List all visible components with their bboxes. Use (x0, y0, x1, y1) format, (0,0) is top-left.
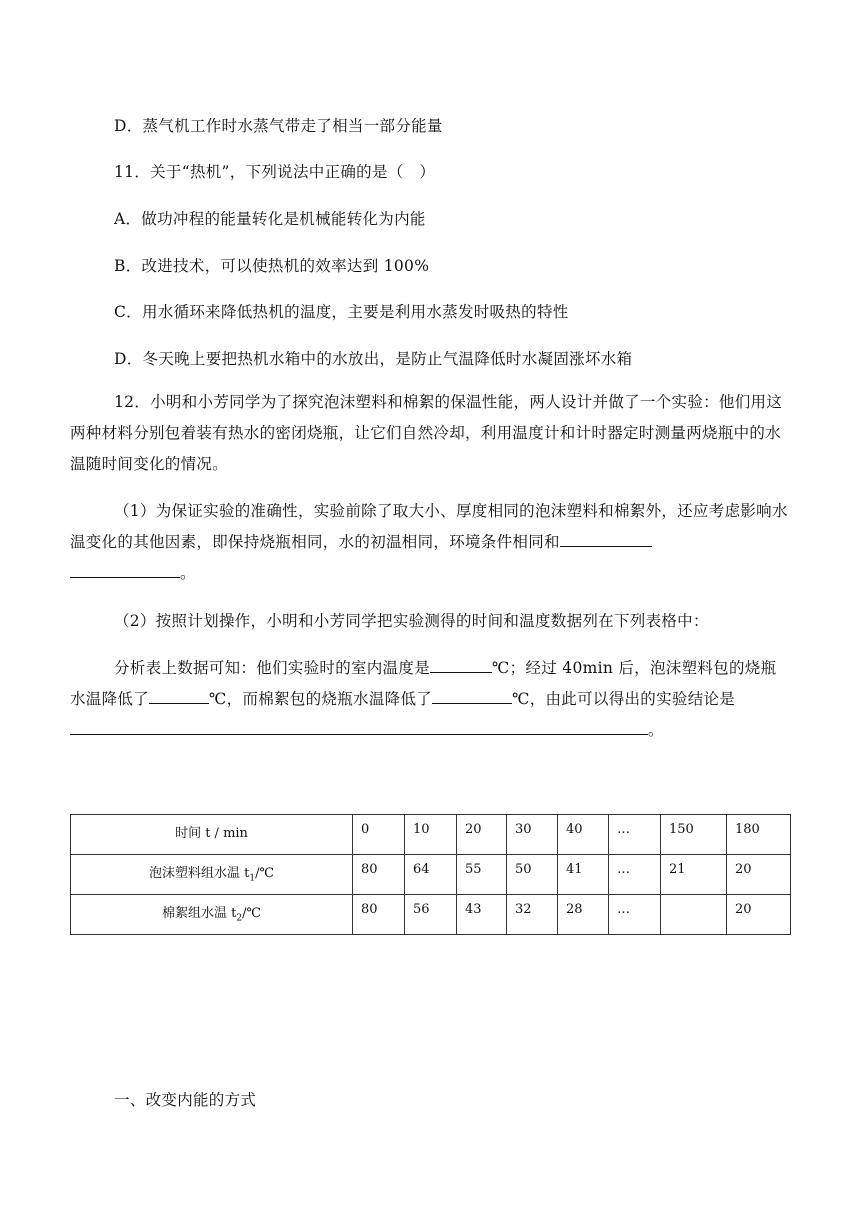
table-cell: 0 (353, 815, 405, 855)
table-cell: 20 (727, 855, 791, 895)
table-row-time (71, 815, 791, 855)
q12-stem-text: 12．小明和小芳同学为了探究泡沫塑料和棉絮的保温性能，两人设计并做了一个实验：他们用这两种材料分别包着装有热水的密闭烧瓶，让它们自然冷却，利用温度计和计时器定时测量两烧瓶中的水温随时间变化的情况。 (70, 393, 783, 473)
analysis-end: 。 (648, 721, 664, 739)
table-cell (661, 895, 727, 935)
row-label-time: 时间 t / min (71, 815, 353, 855)
q12-stem (70, 387, 790, 480)
q11-stem: 11．关于“热机”，下列说法中正确的是（ ） (114, 163, 436, 181)
table-cell: 21 (661, 855, 727, 895)
row-label-foam-sub: 1 (249, 873, 256, 884)
analysis-text-4: ℃，由此可以得出的实验结论是 (512, 690, 736, 708)
q12-part1-end: 。 (180, 564, 196, 582)
table-cell: 41 (558, 855, 609, 895)
row-label-cotton-sub: 2 (236, 913, 243, 924)
q11-option-c: C．用水循环来降低热机的温度，主要是利用水蒸发时吸热的特性 (114, 303, 569, 321)
row-label-cotton-pre: 棉絮组水温 t (161, 906, 237, 921)
q11-option-b: B．改进技术，可以使热机的效率达到 100% (114, 257, 430, 275)
analysis-text-1: 分析表上数据可知：他们实验时的室内温度是 (114, 659, 431, 677)
q12-part1-text: （1）为保证实验的准确性，实验前除了取大小、厚度相同的泡沫塑料和棉絮外，还应考虑影响水温变化的其他因素，即保持烧瓶相同，水的初温相同，环境条件相同和 (70, 502, 788, 551)
table-cell: … (609, 855, 661, 895)
answer-blank-1a[interactable] (560, 530, 652, 547)
table-cell: … (609, 895, 661, 935)
row-label-foam-post: /℃ (255, 866, 275, 881)
table-cell: 30 (507, 815, 558, 855)
table-cell: 10 (405, 815, 457, 855)
table-cell: 180 (727, 815, 791, 855)
q12-part2 (70, 606, 790, 637)
table-cell: … (609, 815, 661, 855)
table-cell: 43 (457, 895, 507, 935)
answer-blank-1b[interactable] (70, 561, 180, 578)
analysis-text-3: ℃，而棉絮包的烧瓶水温降低了 (209, 690, 433, 708)
table-cell: 20 (457, 815, 507, 855)
row-label-cotton-post: /℃ (242, 906, 262, 921)
answer-blank-conclusion[interactable] (70, 718, 648, 735)
table-cell: 56 (405, 895, 457, 935)
q12-analysis (70, 653, 790, 746)
q11-option-d: D．冬天晚上要把热机水箱中的水放出，是防止气温降低时水凝固涨坏水箱 (114, 350, 633, 368)
table-cell: 150 (661, 815, 727, 855)
table-cell: 50 (507, 855, 558, 895)
q12-part1 (70, 496, 790, 589)
table-cell: 80 (353, 855, 405, 895)
q10-option-d: D．蒸气机工作时水蒸气带走了相当一部分能量 (114, 117, 443, 135)
row-label-foam-pre: 泡沫塑料组水温 t (148, 866, 250, 881)
q11-option-a: A．做功冲程的能量转化是机械能转化为内能 (114, 210, 426, 228)
answer-blank-foam-drop[interactable] (149, 687, 209, 704)
table-cell: 40 (558, 815, 609, 855)
row-label-foam (71, 855, 353, 895)
row-label-cotton (71, 895, 353, 935)
section-heading: 一、改变内能的方式 (114, 1091, 257, 1109)
table-row-cotton (71, 895, 791, 935)
table-cell: 55 (457, 855, 507, 895)
analysis-text-2: ℃；经过 40min 后，泡沫塑料包的烧瓶水温降低了 (70, 659, 777, 708)
table-cell: 80 (353, 895, 405, 935)
data-table (70, 814, 791, 935)
table-cell: 32 (507, 895, 558, 935)
table-cell: 20 (727, 895, 791, 935)
table-row-foam (71, 855, 791, 895)
table-cell: 64 (405, 855, 457, 895)
answer-blank-cotton-drop[interactable] (432, 687, 512, 704)
table-cell: 28 (558, 895, 609, 935)
q12-part2-text: （2）按照计划操作，小明和小芳同学把实验测得的时间和温度数据列在下列表格中： (114, 612, 709, 630)
answer-blank-room-temp[interactable] (430, 656, 492, 673)
